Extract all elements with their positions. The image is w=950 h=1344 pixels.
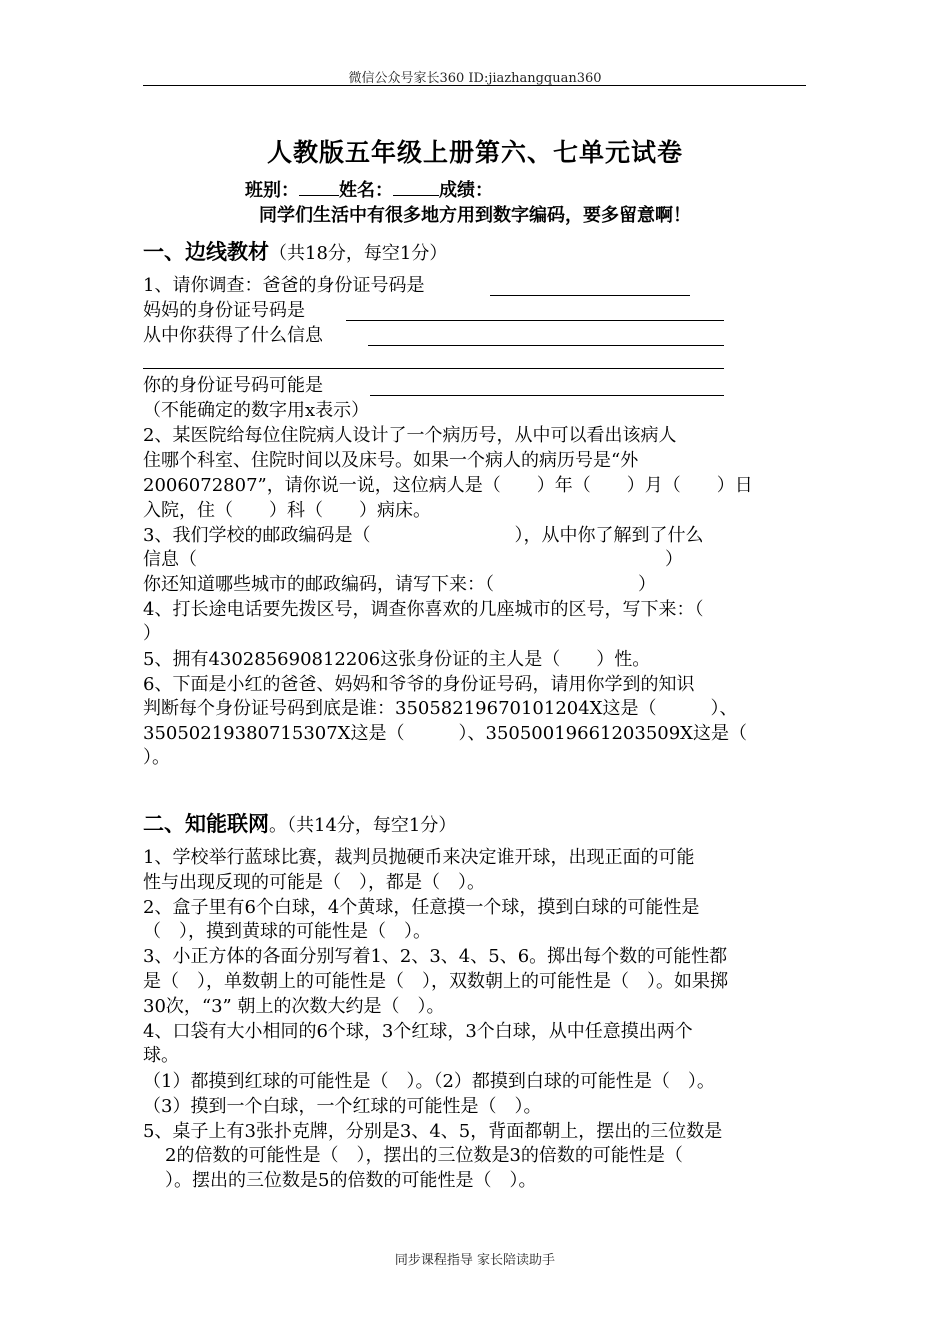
s2-line-5: 3、小正方体的各面分别写着1、2、3、4、5、6。掷出每个数的可能性都 (143, 946, 728, 967)
page-header: 微信公众号家长360 ID:jiazhangquan360 (348, 71, 602, 86)
s1-line-7: 住哪个科室、住院时间以及床号。如果一个病人的病历号是“外 (143, 450, 639, 471)
info-blank-2[interactable] (143, 368, 724, 369)
class-label: 班别： (245, 180, 299, 201)
s1-line-19: ）。 (143, 747, 170, 768)
s1-line-12: 你还知道哪些城市的邮政编码，请写下来：（ ） (143, 574, 656, 595)
s1-line-4: 你的身份证号码可能是 (143, 375, 323, 396)
s1-line-6: 2、某医院给每位住院病人设计了一个病历号，从中可以看出该病人 (143, 425, 677, 446)
s2-line-14: ）。摆出的三位数是5的倍数的可能性是（ ）。 (165, 1170, 537, 1191)
s1-line-9: 入院，住（ ）科（ ）病床。 (143, 500, 431, 521)
s2-line-8: 4、口袋有大小相同的6个球，3个红球，3个白球，从中任意摸出两个 (143, 1021, 693, 1042)
page-footer: 同步课程指导 家长陪读助手 (394, 1253, 556, 1268)
section2-heading (143, 808, 456, 838)
section1-note: （共18分，每空1分） (269, 243, 448, 264)
s1-line-18: 35050219380715307X这是（ ）、35050019661203509X这是（ (143, 723, 748, 744)
father-id-blank[interactable] (490, 295, 690, 296)
class-blank[interactable] (299, 177, 339, 196)
info-blank-1[interactable] (368, 345, 724, 346)
s2-line-4: （ ），摸到黄球的可能性是（ ）。 (143, 921, 431, 942)
s2-line-11: （3）摸到一个白球，一个红球的可能性是（ ）。 (143, 1096, 542, 1117)
s1-line-17: 判断每个身份证号码到底是谁：35058219670101204X这是（ ）、 (143, 698, 738, 719)
s1-line-10: 3、我们学校的邮政编码是（ ），从中你了解到了什么 (143, 525, 704, 546)
section2-note: 。（共14分，每空1分） (269, 815, 457, 836)
s2-line-1: 1、学校举行蓝球比赛，裁判员抛硬币来决定谁开球，出现正面的可能 (143, 847, 695, 868)
mother-id-blank[interactable] (346, 320, 724, 321)
s2-line-12: 5、桌子上有3张扑克牌，分别是3、4、5，背面都朝上，摆出的三位数是 (143, 1121, 723, 1142)
s2-line-6: 是（ ），单数朝上的可能性是（ ），双数朝上的可能性是（ ）。如果掷 (143, 971, 728, 992)
s2-line-9: 球。 (143, 1045, 179, 1066)
s2-line-13: 2的倍数的可能性是（ ），摆出的三位数是3的倍数的可能性是（ (165, 1145, 683, 1166)
section1-title: 一、边线教材 (143, 240, 269, 264)
header-rule (143, 85, 806, 86)
motto: 同学们生活中有很多地方用到数字编码，要多留意啊！ (259, 205, 691, 226)
s1-line-1: 1、请你调查：爸爸的身份证号码是 (143, 275, 425, 296)
s2-line-10: （1）都摸到红球的可能性是（ ）。（2）都摸到白球的可能性是（ ）。 (143, 1071, 715, 1092)
name-blank[interactable] (393, 177, 439, 196)
s1-line-3: 从中你获得了什么信息 (143, 325, 323, 346)
section2-title: 二、知能联网 (143, 812, 269, 836)
page-title: 人教版五年级上册第六、七单元试卷 (266, 138, 683, 167)
s2-line-3: 2、盒子里有6个白球，4个黄球，任意摸一个球，摸到白球的可能性是 (143, 897, 700, 918)
own-id-blank[interactable] (370, 395, 724, 396)
s1-line-2: 妈妈的身份证号码是 (143, 300, 305, 321)
name-label: 姓名： (339, 180, 393, 201)
student-info (245, 176, 493, 202)
s1-line-13: 4、打长途电话要先拨区号，调查你喜欢的几座城市的区号，写下来：（ (143, 599, 704, 620)
s2-line-7: 30次，“3” 朝上的次数大约是（ ）。 (143, 996, 445, 1017)
s1-line-16: 6、下面是小红的爸爸、妈妈和爷爷的身份证号码，请用你学到的知识 (143, 674, 695, 695)
s1-line-8: 2006072807”，请你说一说，这位病人是（ ）年（ ）月（ ）日 (143, 475, 753, 496)
s1-line-5: （不能确定的数字用x表示） (143, 400, 370, 421)
section1-heading (143, 236, 447, 266)
score-label: 成绩： (439, 180, 493, 201)
s1-line-15: 5、拥有430285690812206这张身份证的主人是（ ）性。 (143, 649, 651, 670)
s1-line-14: ） (143, 623, 161, 644)
s2-line-2: 性与出现反现的可能是（ ），都是（ ）。 (143, 872, 485, 893)
s1-line-11: 信息（ ） (143, 549, 683, 570)
